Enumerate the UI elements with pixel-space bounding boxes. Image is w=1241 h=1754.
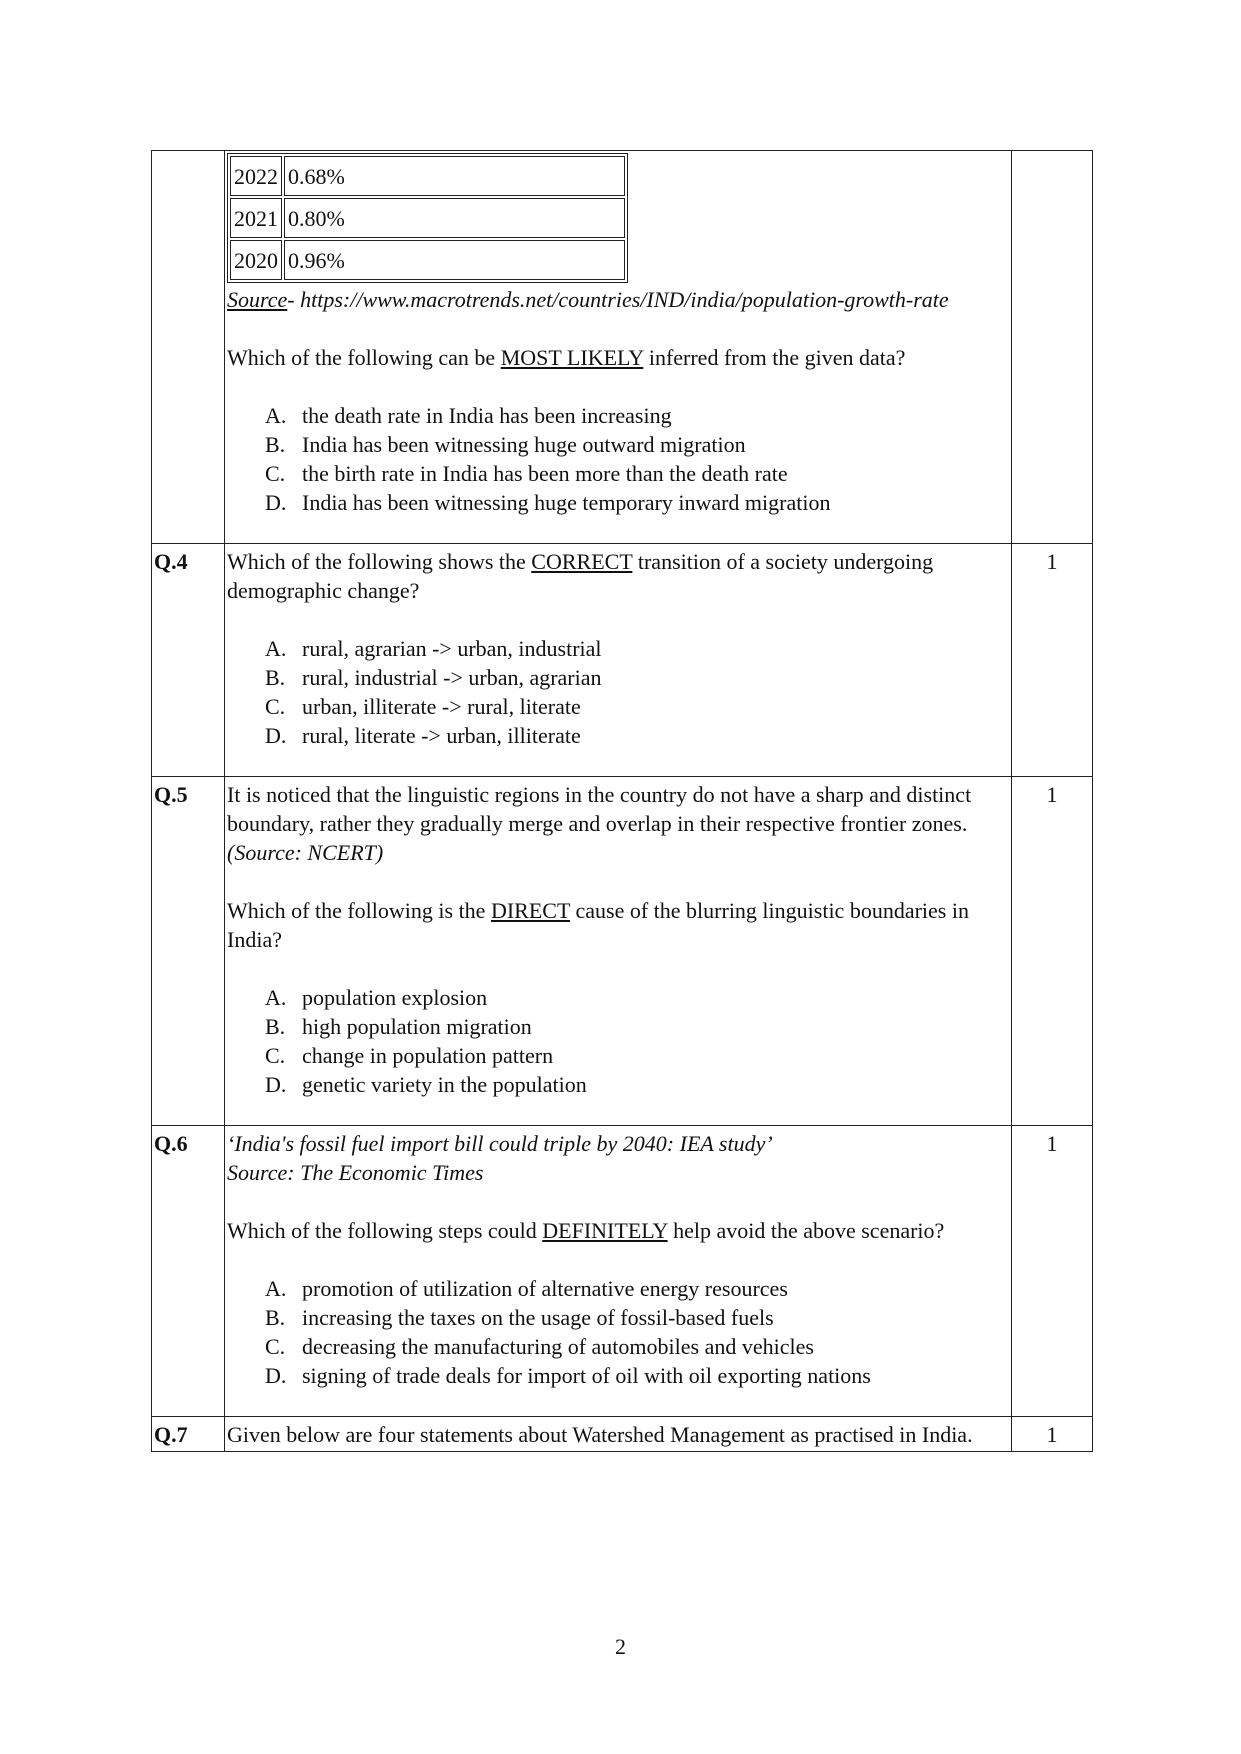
option-text: promotion of utilization of alternative energy resources xyxy=(302,1276,788,1301)
option xyxy=(265,721,1009,750)
stem-text: transition of a society undergoing demographic change? xyxy=(227,549,934,603)
option xyxy=(265,1012,1009,1041)
option-text: the birth rate in India has been more than the death rate xyxy=(302,461,788,486)
q4-options xyxy=(227,634,1009,750)
option-text: India has been witnessing huge temporary inward migration xyxy=(302,490,831,515)
option xyxy=(265,1041,1009,1070)
option-letter: A. xyxy=(265,985,287,1010)
option xyxy=(265,430,1009,459)
option-text: change in population pattern xyxy=(302,1043,554,1068)
q4-row xyxy=(152,544,1093,777)
q4-marks: 1 xyxy=(1012,544,1093,777)
q5-stem xyxy=(227,896,1009,954)
option xyxy=(265,488,1009,517)
q7-stem: Given below are four statements about Watershed Management as practised in India. xyxy=(227,1422,973,1447)
stem-text: inferred from the given data? xyxy=(643,345,906,370)
option-letter: D. xyxy=(265,1072,287,1097)
growth-rate-table xyxy=(227,153,628,283)
option-text: rural, literate -> urban, illiterate xyxy=(302,723,581,748)
stem-text: Which of the following steps could xyxy=(227,1218,543,1243)
q6-options xyxy=(227,1274,1009,1390)
option-text: rural, industrial -> urban, agrarian xyxy=(302,665,602,690)
option xyxy=(265,1303,1009,1332)
year-cell: 2021 xyxy=(230,198,282,238)
option-text: decreasing the manufacturing of automobiles and vehicles xyxy=(302,1334,814,1359)
q5-passage: It is noticed that the linguistic regions in the country do not have a sharp and distinct boundary, rather they gradually merge and overlap in their respective frontier zones. xyxy=(227,782,972,836)
option-letter: D. xyxy=(265,723,287,748)
q3-marks-cell xyxy=(1012,151,1093,544)
q6-body xyxy=(225,1126,1012,1417)
q7-number: Q.7 xyxy=(152,1417,225,1452)
option-text: high population migration xyxy=(302,1014,532,1039)
stem-text: cause of the blurring linguistic boundaries in India? xyxy=(227,898,969,952)
option-text: urban, illiterate -> rural, literate xyxy=(302,694,581,719)
stem-text: Which of the following shows the xyxy=(227,549,532,574)
q3-body xyxy=(225,151,1012,544)
q6-headline: ‘India's fossil fuel import bill could triple by 2040: IEA study’ xyxy=(227,1131,773,1156)
option xyxy=(265,401,1009,430)
table-row xyxy=(230,240,625,280)
option-letter: A. xyxy=(265,636,287,661)
option xyxy=(265,1070,1009,1099)
option-letter: B. xyxy=(265,1014,286,1039)
option-text: increasing the taxes on the usage of fossil-based fuels xyxy=(302,1305,774,1330)
q4-number: Q.4 xyxy=(152,544,225,777)
q5-options xyxy=(227,983,1009,1099)
option-letter: D. xyxy=(265,1363,287,1388)
option-letter: A. xyxy=(265,403,287,428)
q3-number-cell xyxy=(152,151,225,544)
source-label: Source xyxy=(227,287,288,312)
option-letter: B. xyxy=(265,1305,286,1330)
option xyxy=(265,663,1009,692)
option-text: the death rate in India has been increasing xyxy=(302,403,672,428)
option xyxy=(265,1361,1009,1390)
q7-body xyxy=(225,1417,1012,1452)
source-url: - https://www.macrotrends.net/countries/IND/india/population-growth-rate xyxy=(287,287,949,312)
option-text: genetic variety in the population xyxy=(302,1072,587,1097)
option-letter: B. xyxy=(265,432,286,457)
option-text: population explosion xyxy=(302,985,488,1010)
option-letter: C. xyxy=(265,694,286,719)
q6-row xyxy=(152,1126,1093,1417)
option xyxy=(265,983,1009,1012)
q6-marks: 1 xyxy=(1012,1126,1093,1417)
year-cell: 2022 xyxy=(230,156,282,196)
option xyxy=(265,1274,1009,1303)
stem-text: help avoid the above scenario? xyxy=(667,1218,945,1243)
q5-source: (Source: NCERT) xyxy=(227,840,384,865)
option xyxy=(265,634,1009,663)
q4-body xyxy=(225,544,1012,777)
q4-stem xyxy=(227,547,1009,605)
rate-cell: 0.96% xyxy=(284,240,625,280)
q6-stem xyxy=(227,1216,1009,1245)
q3-stem xyxy=(227,343,1009,372)
option-letter: C. xyxy=(265,461,286,486)
question-table xyxy=(151,150,1093,1452)
q3-options xyxy=(227,401,1009,517)
table-row xyxy=(230,198,625,238)
q5-body xyxy=(225,777,1012,1126)
option-letter: C. xyxy=(265,1043,286,1068)
stem-text: Which of the following can be xyxy=(227,345,501,370)
stem-keyword: DEFINITELY xyxy=(542,1218,668,1243)
option-letter: D. xyxy=(265,490,287,515)
option-letter: C. xyxy=(265,1334,286,1359)
q6-number: Q.6 xyxy=(152,1126,225,1417)
option xyxy=(265,692,1009,721)
q3-row xyxy=(152,151,1093,544)
stem-text: Which of the following is the xyxy=(227,898,491,923)
option xyxy=(265,459,1009,488)
stem-keyword: MOST LIKELY xyxy=(500,345,644,370)
q3-source xyxy=(227,285,1009,314)
stem-keyword: CORRECT xyxy=(531,549,633,574)
option-text: signing of trade deals for import of oil with oil exporting nations xyxy=(302,1363,871,1388)
q5-marks: 1 xyxy=(1012,777,1093,1126)
stem-keyword: DIRECT xyxy=(490,898,570,923)
table-row xyxy=(230,156,625,196)
q7-marks: 1 xyxy=(1012,1417,1093,1452)
option-text: India has been witnessing huge outward migration xyxy=(302,432,746,457)
q6-source: Source: The Economic Times xyxy=(227,1160,484,1185)
year-cell: 2020 xyxy=(230,240,282,280)
q5-row xyxy=(152,777,1093,1126)
rate-cell: 0.80% xyxy=(284,198,625,238)
page-number: 2 xyxy=(615,1634,626,1659)
rate-cell: 0.68% xyxy=(284,156,625,196)
option-letter: A. xyxy=(265,1276,287,1301)
option-text: rural, agrarian -> urban, industrial xyxy=(302,636,602,661)
q5-number: Q.5 xyxy=(152,777,225,1126)
option-letter: B. xyxy=(265,665,286,690)
option xyxy=(265,1332,1009,1361)
q7-row xyxy=(152,1417,1093,1452)
